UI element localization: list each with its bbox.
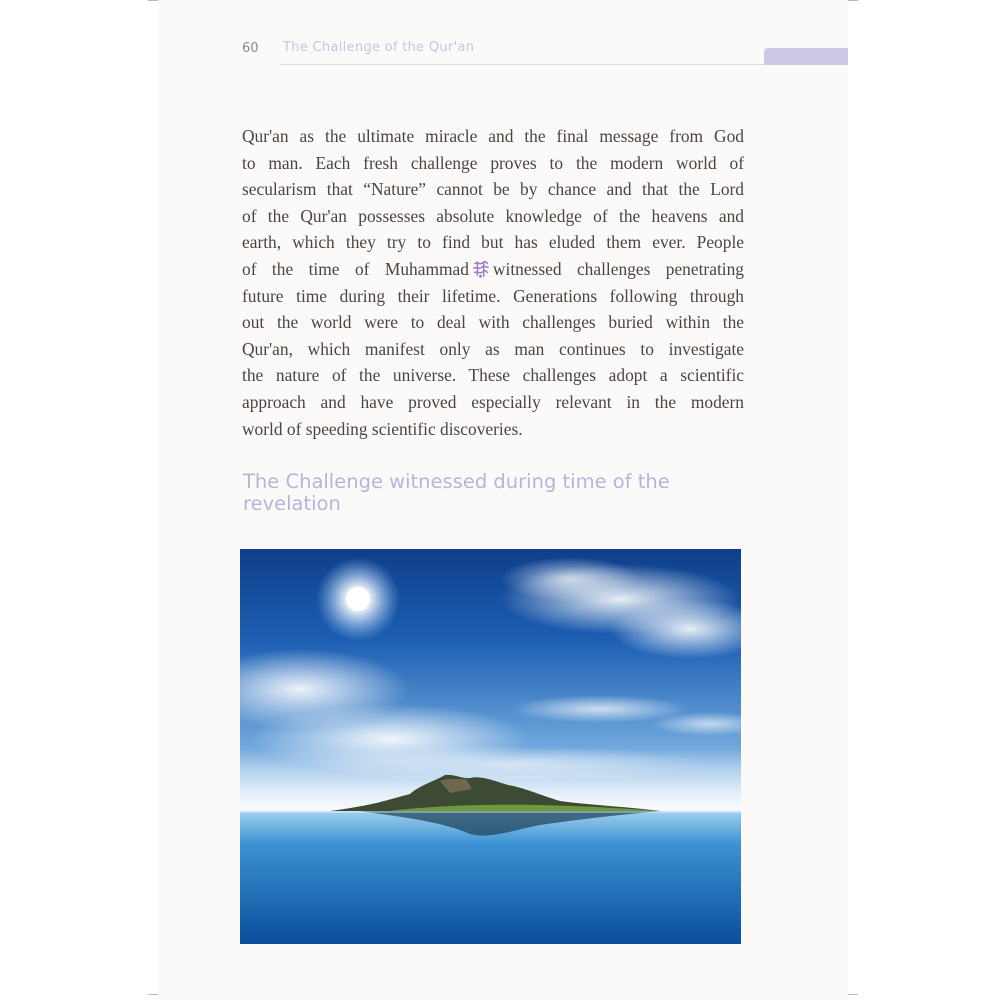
text-line: Qur'an as the ultimate miracle and the final message from God [242,126,744,146]
text-line: world of speeding scientific discoveries. [242,418,523,439]
photo-illustration [240,549,741,944]
text-line: Qur'an, which manifest only as man continues to investigate [242,338,744,359]
island-seascape-photo [240,549,741,944]
text-fragment: witnessed challenges penetrating [492,258,744,279]
text-line: to man. Each fresh challenge proves to the modern world of [242,152,744,173]
text-line: secularism that “Nature” cannot be by chance and that the Lord [242,179,744,200]
text-line-with-honorific [242,256,744,283]
running-title: The Challenge of the Qur'an [283,40,475,55]
text-line: approach and have proved especially relevant in the modern [242,391,744,412]
text-fragment: of the time of Muhammad [242,258,469,279]
text-line: of the Qur'an possesses absolute knowledge of the heavens and [242,205,744,226]
text-line: the nature of the universe. These challenges adopt a scientific [242,365,744,386]
header-rule [280,64,792,65]
text-line: future time during their lifetime. Generations following through [242,285,744,306]
body-paragraph [242,123,744,442]
page-number: 60 [242,41,259,56]
text-line: earth, which they try to find but has eluded them ever. People [242,232,744,253]
section-heading-line: The Challenge witnessed during time of the [243,470,670,493]
book-page [158,0,848,1000]
header-tab [764,48,848,65]
section-heading [243,471,703,515]
text-line: out the world were to deal with challenges buried within the [242,312,744,333]
section-heading-line: revelation [243,492,341,515]
arabic-calligraphy-pbuh-icon [472,260,490,278]
